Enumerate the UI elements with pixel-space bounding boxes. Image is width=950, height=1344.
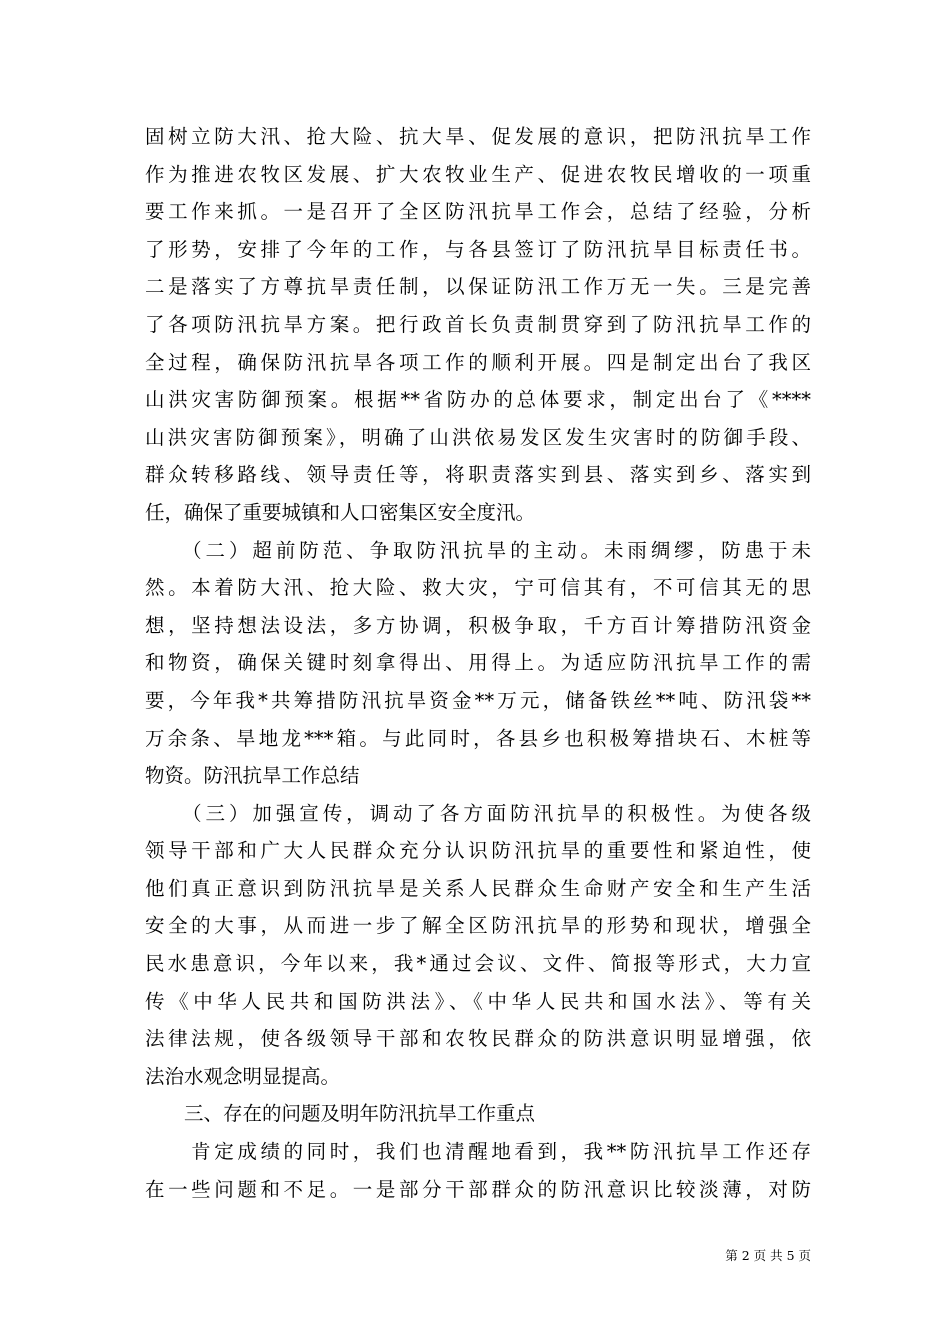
text-line: 法治水观念明显提高。 bbox=[145, 1064, 341, 1088]
text-line: 和物资，确保关键时刻拿得出、用得上。为适应防汛抗旱工作的需 bbox=[145, 651, 811, 675]
text-line: 要工作来抓。一是召开了全区防汛抗旱工作会，总结了经验，分析 bbox=[145, 200, 811, 224]
text-line: 任，确保了重要城镇和人口密集区安全度汛。 bbox=[145, 500, 536, 524]
text-line: 了各项防汛抗旱方案。把行政首长负责制贯穿到了防汛抗旱工作的 bbox=[145, 312, 811, 336]
text-line: 想，坚持想法设法，多方协调，积极争取，千方百计筹措防汛资金 bbox=[145, 613, 811, 637]
text-line: 群众转移路线、领导责任等，将职责落实到县、落实到乡、落实到 bbox=[145, 463, 811, 487]
text-line: 安全的大事，从而进一步了解全区防汛抗旱的形势和现状，增强全 bbox=[145, 914, 811, 938]
text-line: 要，今年我*共筹措防汛抗旱资金**万元，储备铁丝**吨、防汛袋** bbox=[145, 688, 811, 712]
text-line: 肯定成绩的同时，我们也清醒地看到，我**防汛抗旱工作还存 bbox=[145, 1140, 811, 1164]
text-line: （三）加强宣传，调动了各方面防汛抗旱的积极性。为使各级 bbox=[145, 801, 811, 825]
text-line: 山洪灾害防御预案》，明确了山洪依易发区发生灾害时的防御手段、 bbox=[145, 425, 811, 449]
text-line: 作为推进农牧区发展、扩大农牧业生产、促进农牧民增收的一项重 bbox=[145, 162, 811, 186]
text-line: 固树立防大汛、抢大险、抗大旱、促发展的意识，把防汛抗旱工作 bbox=[145, 125, 811, 148]
document-body bbox=[145, 118, 811, 1208]
text-line: 民水患意识，今年以来，我*通过会议、文件、简报等形式，大力宣 bbox=[145, 952, 811, 976]
page-number: 第 2 页 共 5 页 bbox=[725, 1248, 811, 1263]
text-line: 三、存在的问题及明年防汛抗旱工作重点 bbox=[145, 1102, 536, 1126]
text-line: 了形势，安排了今年的工作，与各县签订了防汛抗旱目标责任书。 bbox=[145, 237, 811, 261]
text-line: 传《中华人民共和国防洪法》、《中华人民共和国水法》、等有关 bbox=[145, 989, 811, 1013]
text-line: 领导干部和广大人民群众充分认识防汛抗旱的重要性和紧迫性，使 bbox=[145, 839, 811, 863]
text-line: （二）超前防范、争取防汛抗旱的主动。未雨绸缪，防患于未 bbox=[145, 538, 811, 562]
text-line: 山洪灾害防御预案。根据**省防办的总体要求，制定出台了《**** bbox=[145, 388, 811, 412]
text-line: 法律法规，使各级领导干部和农牧民群众的防洪意识明显增强，依 bbox=[145, 1027, 811, 1051]
text-line: 全过程，确保防汛抗旱各项工作的顺利开展。四是制定出台了我区 bbox=[145, 350, 811, 374]
text-line: 他们真正意识到防汛抗旱是关系人民群众生命财产安全和生产生活 bbox=[145, 876, 811, 900]
text-line: 万余条、旱地龙***箱。与此同时，各县乡也积极筹措块石、木桩等 bbox=[145, 726, 811, 750]
text-line: 在一些问题和不足。一是部分干部群众的防汛意识比较淡薄，对防 bbox=[145, 1177, 811, 1201]
text-line: 二是落实了方尊抗旱责任制，以保证防汛工作万无一失。三是完善 bbox=[145, 275, 811, 299]
text-line: 然。本着防大汛、抢大险、救大灾，宁可信其有，不可信其无的思 bbox=[145, 576, 811, 600]
text-line: 物资。防汛抗旱工作总结 bbox=[145, 764, 360, 788]
